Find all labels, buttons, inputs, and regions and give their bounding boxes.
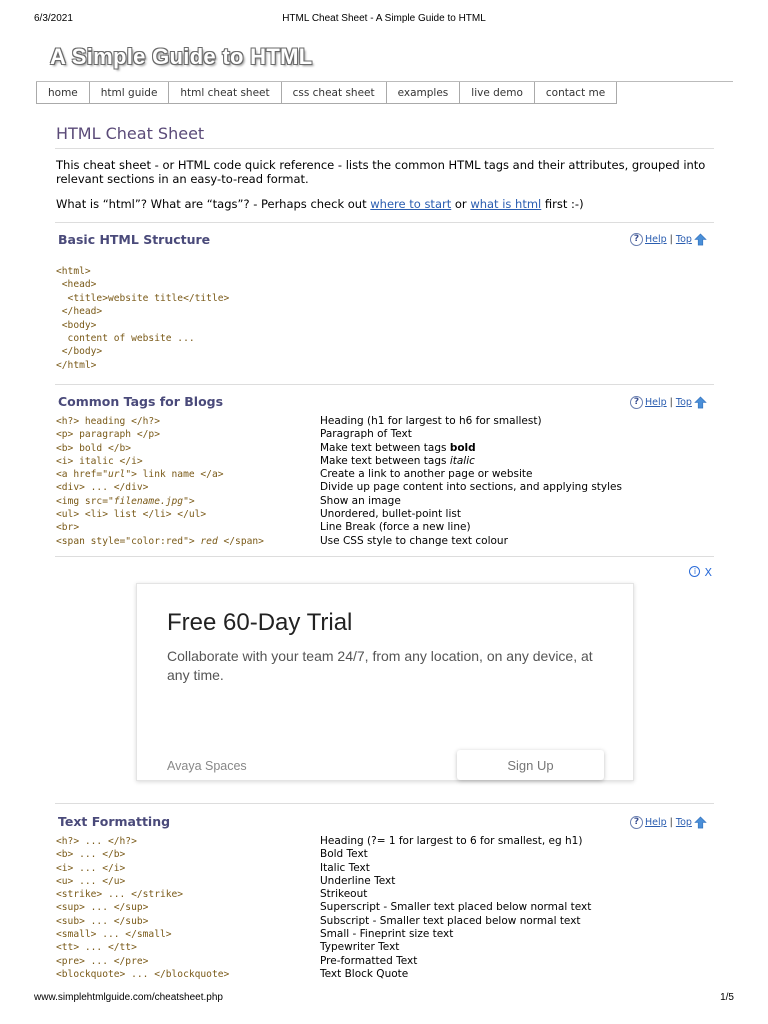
code-cell: <b> ... </b> [56,849,126,861]
code-cell: <b> bold </b> [56,442,132,454]
nav-live-demo[interactable]: live demo [460,82,535,104]
ad-banner[interactable] [56,565,714,797]
desc-cell: Strikeout [320,888,368,901]
print-page-number: 1/5 [720,992,734,1003]
table-row [56,941,716,954]
code-cell: <br> [56,522,80,534]
ad-close-icon[interactable]: X [704,566,712,579]
desc-cell: Create a link to another page or website [320,468,533,481]
table-row [56,481,716,494]
code-text: "> link name </a> [125,469,224,481]
print-doc-title: HTML Cheat Sheet - A Simple Guide to HTML [282,13,486,24]
table-row [56,455,716,468]
ad-controls [689,566,712,579]
desc-cell: Divide up page content into sections, and applying styles [320,481,622,494]
intro-question [56,197,584,211]
table-row [56,428,716,441]
code-cell: <blockquote> ... </blockquote> [56,968,230,980]
top-link[interactable]: Top [675,396,692,408]
top-link[interactable]: Top [675,816,692,828]
text-formatting-table [56,835,716,981]
nav-html-cheat-sheet[interactable]: html cheat sheet [169,82,281,104]
table-row [56,508,716,521]
code-italic: url [107,469,126,481]
code-cell: <sub> ... </sub> [56,915,149,927]
top-link[interactable]: Top [675,233,692,245]
desc-cell: Small - Fineprint size text [320,928,454,941]
code-line: <body> [56,319,97,331]
nav-bar [36,81,733,105]
table-row [56,888,716,901]
ad-headline: Free 60-Day Trial [167,609,353,636]
sign-up-button[interactable]: Sign Up [457,750,604,780]
code-text: </span> [217,535,264,547]
table-row [56,442,716,455]
arrow-up-icon[interactable] [694,233,707,246]
table-row [56,915,716,928]
code-cell: <h?> ... </h?> [56,836,137,847]
divider [55,148,714,149]
desc-cell: Paragraph of Text [320,428,412,441]
table-row [56,521,716,534]
table-row [56,848,716,861]
desc-cell: Use CSS style to change text colour [320,534,508,547]
site-logo[interactable]: A Simple Guide to HTML [50,44,313,69]
table-row [56,862,716,875]
blog-tags-table [56,415,716,548]
nav-css-cheat-sheet[interactable]: css cheat sheet [282,82,387,104]
divider [55,222,714,223]
help-top-links [630,815,707,829]
code-cell [56,495,195,508]
desc-italic: italic [449,454,475,467]
nav-examples[interactable]: examples [387,82,461,104]
code-cell: <pre> ... </pre> [56,955,149,967]
desc-cell: Show an image [320,494,401,507]
separator: | [669,233,673,245]
section-title-formatting: Text Formatting [58,814,171,829]
help-link[interactable]: Help [645,233,667,245]
code-cell: <strike> ... </strike> [56,889,184,901]
table-row [56,875,716,888]
page-title: HTML Cheat Sheet [56,124,205,143]
section-title-basic: Basic HTML Structure [58,232,211,247]
code-text: <a href=" [56,469,108,481]
code-line: <html> [56,266,91,277]
help-icon[interactable]: ? [630,816,643,829]
code-line: </head> [56,306,103,318]
code-cell: <sup> ... </sup> [56,902,149,914]
divider [55,803,714,804]
question-pre: What is “html”? What are “tags”? - Perhaps check out [56,197,371,211]
code-cell: <tt> ... </tt> [56,942,137,954]
table-row [56,468,716,481]
desc-cell [320,455,475,468]
help-link[interactable]: Help [645,816,667,828]
arrow-up-icon[interactable] [694,396,707,409]
code-line: </body> [56,346,103,358]
desc-text: Make text between tags [320,441,450,454]
code-text: <img src=" [56,495,114,507]
print-header [0,13,768,29]
code-cell: <u> ... </u> [56,875,126,887]
code-text: "> [183,495,195,507]
help-icon[interactable]: ? [630,396,643,409]
table-row [56,495,716,508]
code-cell: <ul> <li> list </li> </ul> [56,509,207,521]
code-italic: filename.jpg [113,495,184,507]
code-cell [56,468,224,481]
desc-cell: Text Block Quote [320,967,409,980]
code-cell: <p> paragraph </p> [56,429,160,441]
code-line: <head> [56,279,97,291]
nav-html-guide[interactable]: html guide [90,82,170,104]
section-title-blogs: Common Tags for Blogs [58,394,224,409]
arrow-up-icon[interactable] [694,816,707,829]
ad-info-icon[interactable]: i [689,566,700,577]
code-cell: <small> ... </small> [56,929,172,941]
help-top-links [630,395,707,409]
code-cell: <i> ... </i> [56,862,126,874]
ad-body: Collaborate with your team 24/7, from any location, on any device, at any time. [167,648,593,683]
what-is-html-link[interactable]: what is html [470,197,542,211]
code-cell: <div> ... </div> [56,482,149,494]
desc-cell: Heading (?= 1 for largest to 6 for smallest, eg h1) [320,835,583,847]
separator: | [669,396,673,408]
separator: | [669,816,673,828]
code-cell: <h?> heading </h?> [56,416,160,427]
divider [55,384,714,385]
desc-cell [320,442,476,455]
table-row [56,415,716,428]
code-basic-structure [56,265,229,372]
code-line: content of website ... [56,333,195,345]
code-text: <span style="color:red"> [56,535,201,547]
desc-bold: bold [449,441,476,454]
table-row [56,535,716,548]
question-mid: or [451,197,471,211]
question-post: first :-) [541,197,584,211]
code-line: </html> [56,359,97,371]
desc-cell: Bold Text [320,848,368,861]
help-top-links [630,232,707,246]
desc-cell: Underline Text [320,874,396,887]
table-row [56,968,716,981]
desc-cell: Heading (h1 for largest to h6 for smallest) [320,415,542,427]
desc-cell: Superscript - Smaller text placed below normal text [320,901,592,914]
print-url: www.simplehtmlguide.com/cheatsheet.php [34,992,223,1003]
table-row [56,928,716,941]
code-italic: red [200,535,218,547]
desc-text: Make text between tags [320,454,450,467]
code-cell: <i> italic </i> [56,455,143,467]
code-line: <title>website title</title> [56,292,230,304]
desc-cell: Subscript - Smaller text placed below normal text [320,914,581,927]
desc-cell: Line Break (force a new line) [320,521,471,534]
nav-contact-me[interactable]: contact me [535,82,617,104]
table-row [56,955,716,968]
divider [55,556,714,557]
ad-brand: Avaya Spaces [167,759,247,773]
desc-cell: Italic Text [320,861,370,874]
ad-card[interactable] [136,583,634,781]
print-date: 6/3/2021 [34,13,73,24]
help-icon[interactable]: ? [630,233,643,246]
help-link[interactable]: Help [645,396,667,408]
code-cell [56,535,264,548]
intro-text: This cheat sheet - or HTML code quick reference - lists the common HTML tags and their attributes, grouped into relevant sections in an easy-to-read format. [56,158,706,186]
where-to-start-link[interactable]: where to start [370,197,452,211]
nav-home[interactable]: home [36,82,90,104]
desc-cell: Unordered, bullet-point list [320,508,461,521]
desc-cell: Pre-formatted Text [320,954,418,967]
desc-cell: Typewriter Text [320,941,400,954]
table-row [56,835,716,848]
table-row [56,901,716,914]
